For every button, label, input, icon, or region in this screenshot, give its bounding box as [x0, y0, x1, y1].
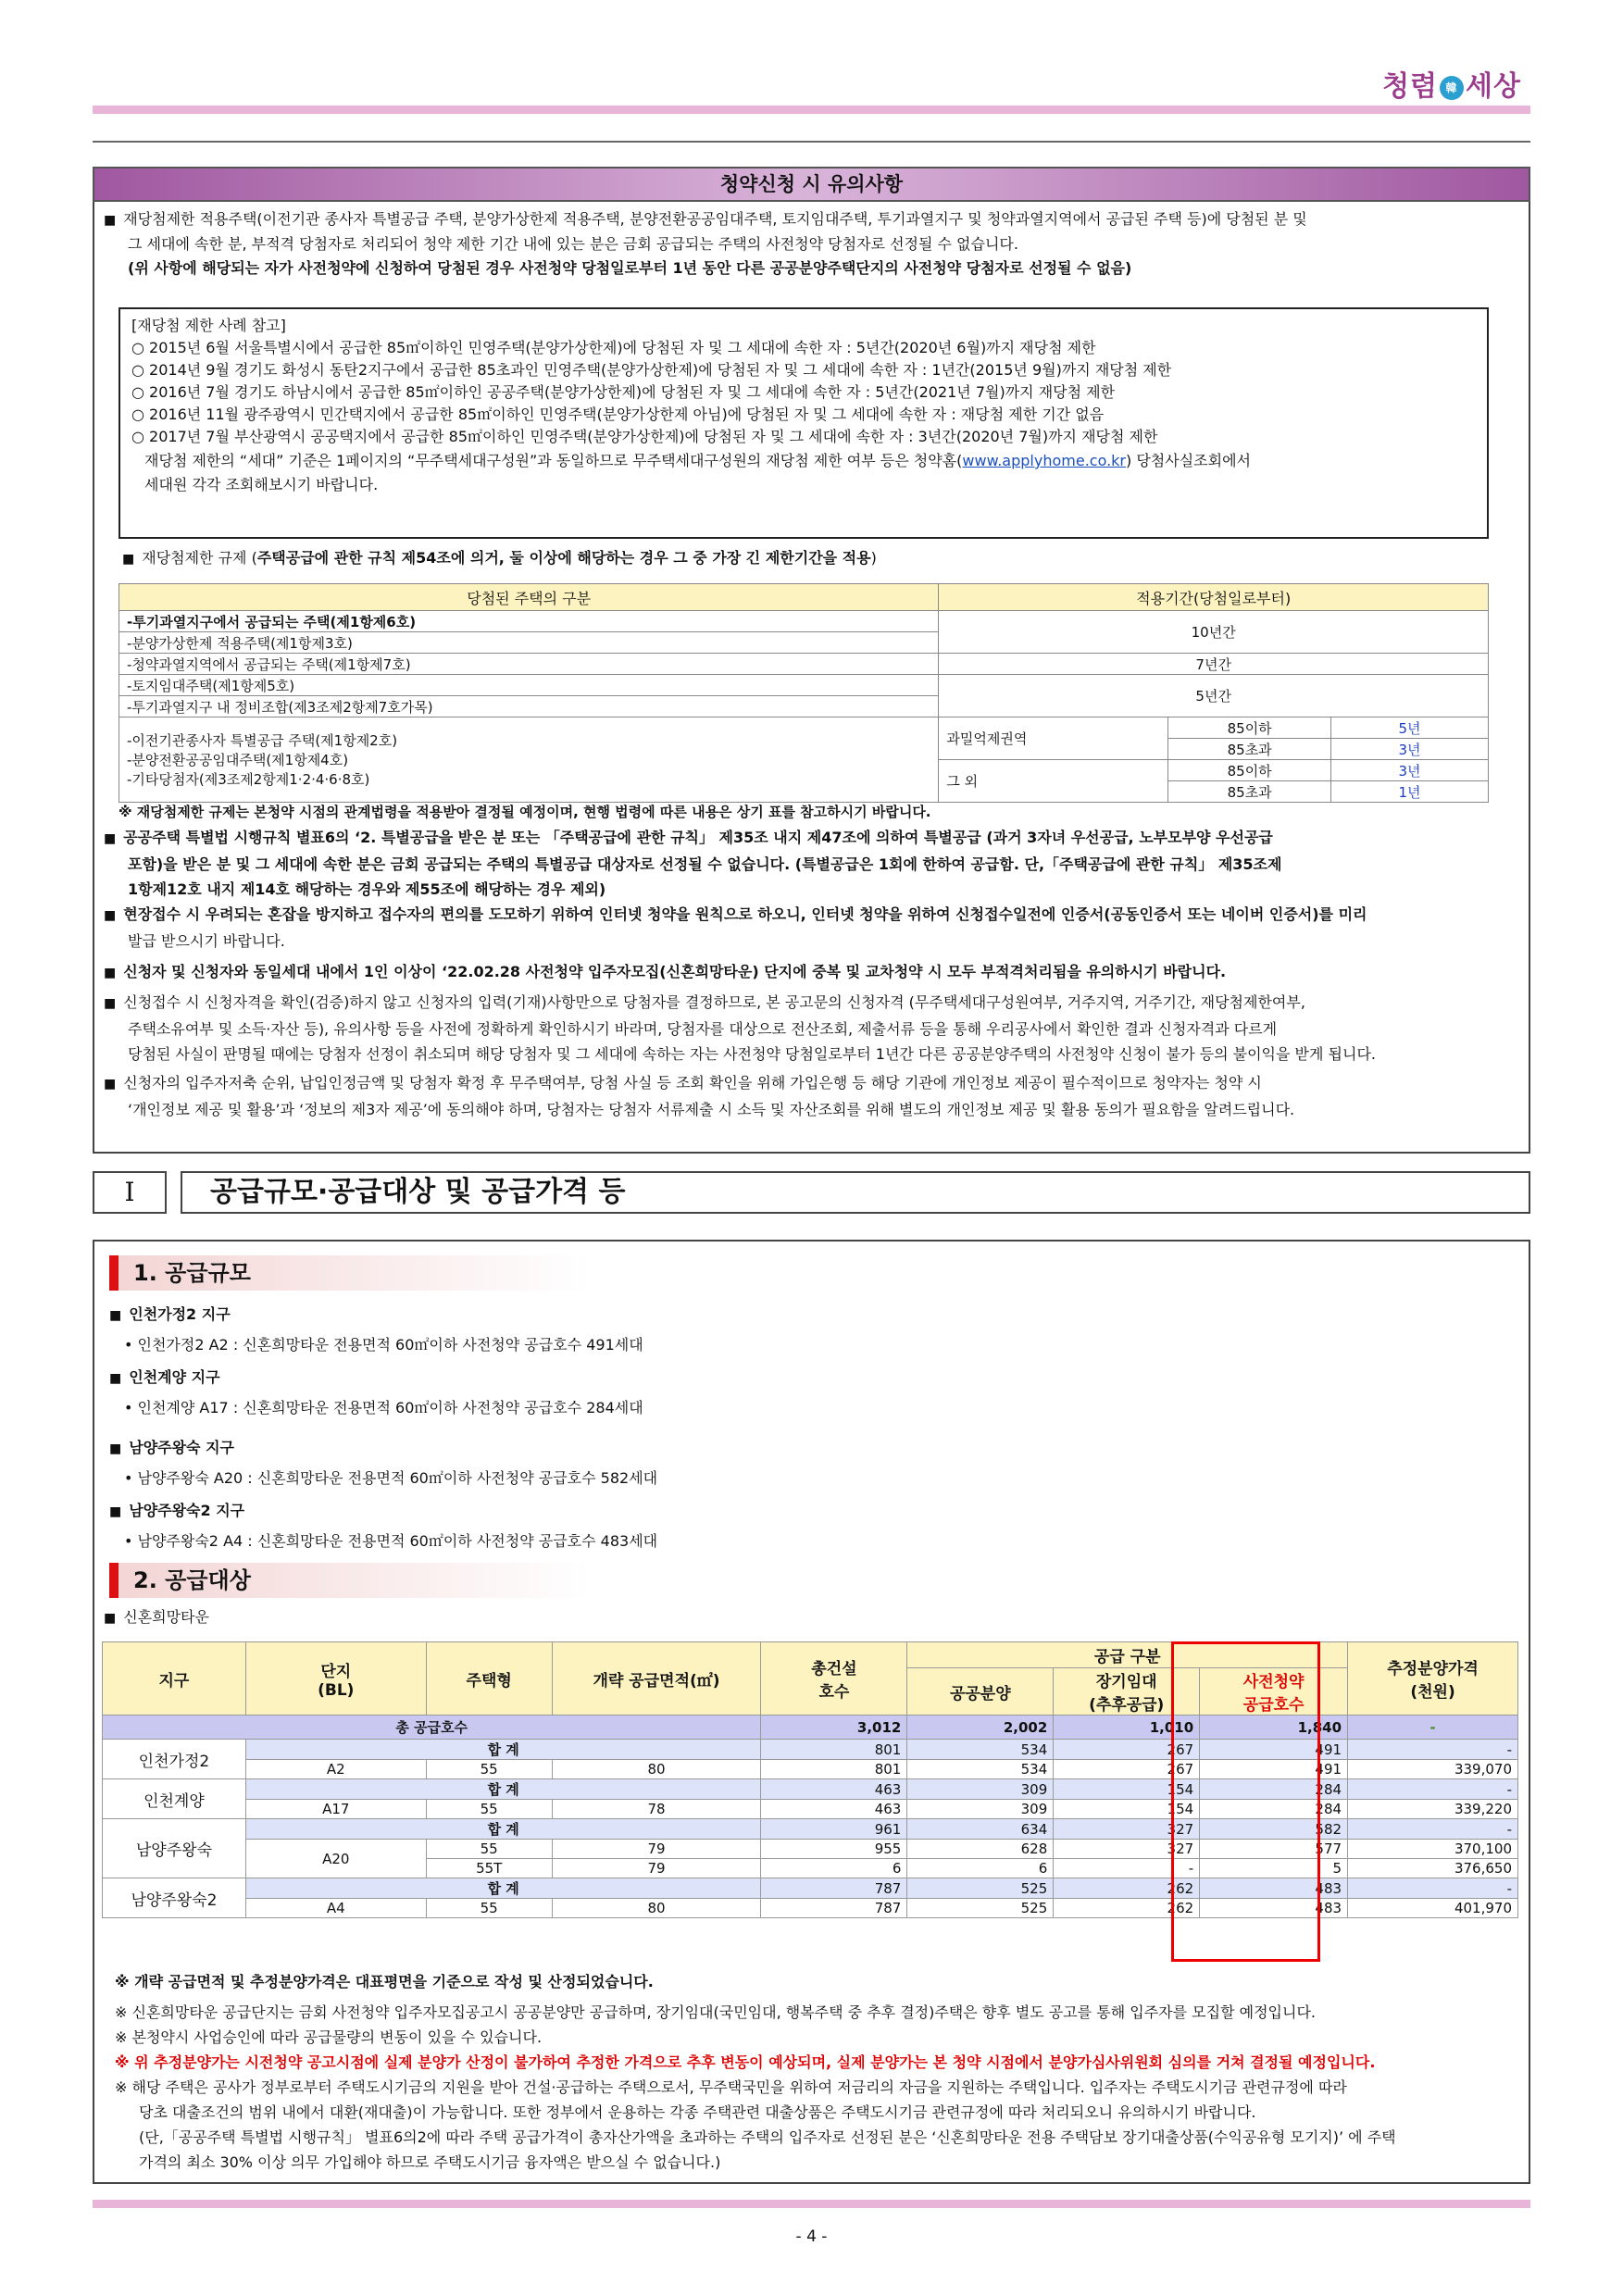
notice-title: 청약신청 시 유의사항	[93, 167, 1530, 202]
box-title: [재당첨 제한 사례 참고]	[131, 317, 286, 334]
case-item: ○ 2016년 11월 광주광역시 민간택지에서 공급한 85㎡이하인 민영주택(분양가상한제 아님)에 당첨된 자 및 그 세대에 속한 자 : 재당첨 제한 기간 없음	[131, 406, 1105, 423]
case-item: ○ 2014년 9월 경기도 화성시 동탄2지구에서 공급한 85초과인 민영주택(분양가상한제)에 당첨된 자 및 그 세대에 속한 자 : 1년간(2015년 9월)까지 재당첨 제한	[131, 361, 1172, 379]
top-accent-bar	[93, 106, 1530, 114]
top-divider	[93, 141, 1530, 143]
bottom-accent-bar	[93, 2200, 1530, 2208]
case-item: ○ 2017년 7월 부산광역시 공공택지에서 공급한 85㎡이하인 민영주택(분양가상한제)에 당첨된 자 및 그 세대에 속한 자 : 3년간(2020년 7월)까지 재당첨 제한	[131, 428, 1158, 445]
rewin-restriction-table: 당첨된 주택의 구분 적용기간(당첨일로부터) -투기과열지구에서 공급되는 주택(제1항제6호) 10년간 -분양가상한제 적용주택(제1항제3호) -청약과열지역에서 공급되는 주택(제1항제7호) 7년간 -토지임대주택(제1항제5호) 5년간 -투기과열지구 내 정비조합(제3조제2항제7호가목) -이전기관종사자 특별공급 주택(제1항제2호) -분양전환공공임대주택(제1항제4호) -기타당첨자(제3조제2항제1·2·4·6·8호) 과밀억제권역 85이하 5년 85초과 3년 그 외 85이하 3년 85초과 1년	[119, 583, 1489, 803]
rewin-case-box: [재당첨 제한 사례 참고] ○ 2015년 6월 서울특별시에서 공급한 85㎡이하인 민영주택(분양가상한제)에 당첨된 자 및 그 세대에 속한 자 : 5년간(2020년 6월)까지 재당첨 제한 ○ 2014년 9월 경기도 화성시 동탄2지구에서 공급한 85초과인 민영주택(분양가상한제)에 당첨된 자 및 그 세대에 속한 자 : 1년간(2015년 9월)까지 재당첨 제한 ○ 2016년 7월 경기도 하남시에서 공급한 85㎡이하인 공공주택(분양가상한제)에 당첨된 자 및 그 세대에 속한 자 : 5년간(2021년 7월)까지 재당첨 제한 ○ 2016년 11월 광주광역시 민간택지에서 공급한 85㎡이하인 민영주택(분양가상한제 아님)에 당첨된 자 및 그 세대에 속한 자 : 재당첨 제한 기간 없음 ○ 2017년 7월 부산광역시 공공택지에서 공급한 85㎡이하인 민영주택(분양가상한제)에 당첨된 자 및 그 세대에 속한 자 : 3년간(2020년 7월)까지 재당첨 제한 재당첨 제한의 “세대” 기준은 1페이지의 “무주택세대구성원”과 동일하므로 무주택세대구성원의 재당첨 제한 여부 등은 청약홈(www.applyhome.co.kr) 당첨사실조회에서 세대원 각각 조회해보시기 바랍니다.	[119, 307, 1489, 539]
notice-bullets: ※ 재당첨제한 규제는 본청약 시점의 관계법령을 적용받아 결정될 예정이며, 현행 법령에 따른 내용은 상기 표를 참고하시기 바랍니다. ■ 공공주택 특별법 시행규칙 별표6의 ‘2. 특별공급을 받은 분 또는 「주택공급에 관한 규칙」 제35조 내지 제47조에 의하여 특별공급 (과거 3자녀 우선공급, 노부모부양 우선공급 포함)을 받은 분 및 그 세대에 속한 분은 금회 공급되는 주택의 특별공급 대상자로 선정될 수 없습니다. (특별공급은 1회에 한하여 공급함. 단,「주택공급에 관한 규칙」 제35조제 1항제12호 내지 제14호 해당하는 경우와 제55조에 해당하는 경우 제외) ■ 현장접수 시 우려되는 혼잡을 방지하고 접수자의 편의를 도모하기 위하여 인터넷 청약을 원칙으로 하오니, 인터넷 청약을 위하여 신청접수일전에 인증서(공동인증서 또는 네이버 인증서)를 미리 발급 받으시기 바랍니다. ■ 신청자 및 신청자와 동일세대 내에서 1인 이상이 ‘22.02.28 사전청약 입주자모집(신혼희망타운) 단지에 중복 및 교차청약 시 모두 부적격처리됨을 유의하시기 바랍니다. ■ 신청접수 시 신청자격을 확인(검증)하지 않고 신청자의 입력(기재)사항만으로 당첨자를 결정하므로, 본 공고문의 신청자격 (무주택세대구성원여부, 거주지역, 거주기간, 재당첨제한여부, 주택소유여부 및 소득·자산 등), 유의사항 등을 사전에 정확하게 확인하시기 바라며, 당첨자를 대상으로 전산조회, 제출서류 등을 통해 우리공사에서 확인한 결과 신청자격과 다르게 당첨된 사실이 판명될 때에는 당첨자 선정이 취소되며 해당 당첨자 및 그 세대에 속하는 자는 사전청약 당첨일로부터 1년간 다른 공공분양주택의 사전청약 신청이 불가 등의 불이익을 받게 됩니다. ■ 신청자의 입주자저축 순위, 납입인정금액 및 당첨자 확정 후 무주택여부, 당첨 사실 등 조회 확인을 위해 가입은행 등 해당 기관에 개인정보 제공이 필수적이므로 청약자는 청약 시 ‘개인정보 제공 및 활용’과 ‘정보의 제3자 제공’에 동의해야 하며, 당첨자는 당첨자 서류제출 시 소득 및 자산조회를 위해 별도의 개인정보 제공 및 활용 동의가 필요함을 알려드립니다.	[104, 804, 1376, 1118]
section-title: 공급규모·공급대상 및 공급가격 등	[181, 1171, 1530, 1214]
box-note: 재당첨 제한의 “세대” 기준은 1페이지의 “무주택세대구성원”과 동일하므로 무주택세대구성원의 재당첨 제한 여부 등은 청약홈(www.applyhome.co.kr) 당첨사실조회에서	[144, 452, 1251, 469]
case-item: ○ 2016년 7월 경기도 하남시에서 공급한 85㎡이하인 공공주택(분양가상한제)에 당첨된 자 및 그 세대에 속한 자 : 5년간(2021년 7월)까지 재당첨 제한	[131, 383, 1116, 401]
applyhome-link[interactable]: www.applyhome.co.kr	[962, 452, 1127, 469]
scale-heading: 1. 공급규모	[109, 1255, 591, 1291]
notice-p1: ■ 재당첨제한 적용주택(이전기관 종사자 특별공급 주택, 분양가상한제 적용주택, 분양전환공공임대주택, 토지임대주택, 투기과열지구 및 청약과열지역에서 공급된 주택 등)에 당첨된 분 및 그 세대에 속한 분, 부적격 당첨자로 처리되어 청약 제한 기간 내에 있는 분은 금회 공급되는 주택의 사전청약 당첨자로 선정될 수 없습니다. (위 사항에 해당되는 자가 사전청약에 신청하여 당첨된 경우 사전청약 당첨일로부터 1년 동안 다른 공공분양주택단지의 사전청약 당첨자로 선정될 수 없음)	[104, 210, 1307, 277]
supply-notes: ※ 개략 공급면적 및 추정분양가격은 대표평면을 기준으로 작성 및 산정되었습니다. ※ 신혼희망타운 공급단지는 금회 사전청약 입주자모집공고시 공공분양만 공급하며, 장기임대(국민임대, 행복주택 중 추후 결정)주택은 향후 별도 공고를 통해 입주자를 모집할 예정입니다. ※ 본청약시 사업승인에 따라 공급물량의 변동이 있을 수 있습니다. ※ 위 추정분양가는 시전청약 공고시점에 실제 분양가 산정이 불가하여 추정한 가격으로 추후 변동이 예상되며, 실제 분양가는 본 청약 시점에서 분양가심사위원회 심의를 거쳐 결정될 예정입니다. ※ 해당 주택은 공사가 정부로부터 주택도시기금의 지원을 받아 건설·공급하는 주택으로서, 무주택국민을 위하여 저금리의 자금을 지원하는 주택입니다. 입주자는 주택도시기금 관련규정에 따라 당초 대출조건의 범위 내에서 대환(재대출)이 가능합니다. 또한 정부에서 운용하는 각종 주택관련 대출상품은 주택도시기금 관련규정에 따라 처리되오니 유의하시기 바랍니다. (단,「공공주택 특별법 시행규칙」 별표6의2에 따라 주택 공급가격이 총자산가액을 초과하는 주택의 입주자로 선정된 분은 ‘신혼희망타운 전용 주택담보 장기대출상품(수익공유형 모기지)’ 에 주택 가격의 최소 30% 이상 의무 가입해야 하므로 주택도시기금 융자액은 받으실 수 없습니다.)	[115, 1973, 1396, 2171]
case-item: ○ 2015년 6월 서울특별시에서 공급한 85㎡이하인 민영주택(분양가상한제)에 당첨된 자 및 그 세대에 속한 자 : 5년간(2020년 6월)까지 재당첨 제한	[131, 339, 1096, 356]
pre-subscription-highlight	[1171, 1641, 1320, 1962]
scale-list: ■ 인천가정2 지구 • 인천가정2 A2 : 신혼희망타운 전용면적 60㎡이하 사전청약 공급호수 491세대 ■ 인천계양 지구 • 인천계양 A17 : 신혼희망타운 전용면적 60㎡이하 사전청약 공급호수 284세대 ■ 남양주왕숙 지구 • 남양주왕숙 A20 : 신혼희망타운 전용면적 60㎡이하 사전청약 공급호수 582세대 ■ 남양주왕숙2 지구 • 남양주왕숙2 A4 : 신혼희망타운 전용면적 60㎡이하 사전청약 공급호수 483세대	[109, 1305, 658, 1550]
page-number: - 4 -	[795, 2227, 828, 2246]
section-number: Ⅰ	[93, 1171, 167, 1214]
target-sub: ■ 신혼희망타운	[104, 1608, 209, 1626]
supply-target-table: 지구 단지 (BL) 주택형 개략 공급면적(㎡) 총건설 호수 공급 구분 추정분양가격 (천원) 공공분양 장기임대 (추후공급) 사전청약 공급호수 총 공급호수 3,012 2,002 1,010 1,840 - 인천가정2 합 계 801 534 267 491 - A2 55 80 801 534 267 491 339,070 인천계양 합 계 463 309 154 284 - A17 55 78 463 309 154 284 339,220 남양주왕숙 합 계 961 634 327 582 - A20 55 79 955 628 327 577 370,100 55T 79 6 6 - 5 376,650 남양주왕숙2 합 계 787 525 262 483 - A4 55 80 787 525 262 483 401,970	[102, 1641, 1518, 1918]
logo: 청렴 韓 세상	[1382, 70, 1521, 103]
rule-line: ■ 재당첨제한 규제 (주택공급에 관한 규칙 제54조에 의거, 둘 이상에 해당하는 경우 그 중 가장 긴 제한기간을 적용)	[122, 549, 877, 567]
section-heading	[93, 1171, 1530, 1214]
target-heading: 2. 공급대상	[109, 1563, 591, 1598]
